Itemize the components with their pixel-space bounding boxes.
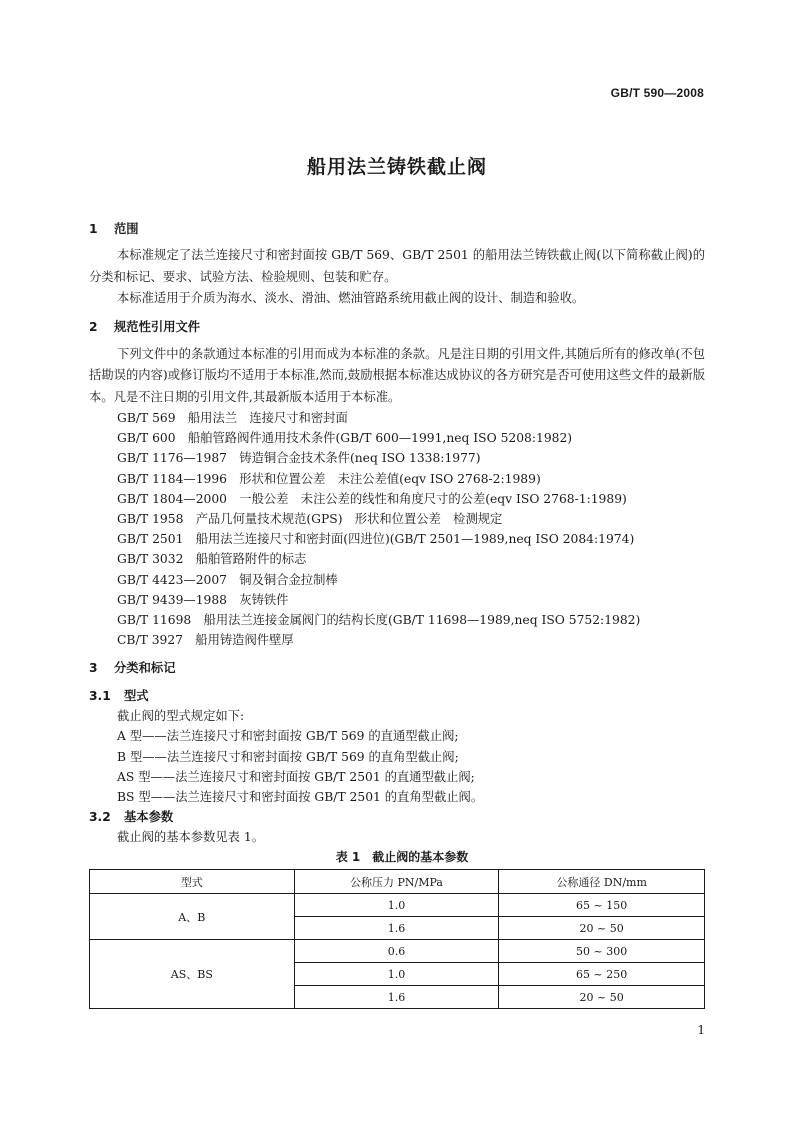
table-title: 表 1 截止阀的基本参数 [335,850,469,865]
subsection-title: 型式 [124,689,149,704]
subsection-3-2-heading [89,807,705,827]
section-title: 分类和标记 [114,661,176,676]
paragraph: 下列文件中的条款通过本标准的引用而成为本标准的条款。凡是注日期的引用文件,其随后所有的修改单(不包括勘误的内容)或修订版均不适用于本标准,然而,鼓励根据本标准达成协议的各方研究是否可使用这些文件的最新版本。凡是不注日期的引用文件,其最新版本适用于本标准。 [89,346,705,404]
section-number: 3 [89,661,98,676]
reference-item: GB/T 9439—1988 灰铸铁件 [117,592,289,607]
basic-parameters-table [89,869,705,1009]
body-line: 截止阀的型式规定如下: [117,709,245,724]
table-row [90,940,705,963]
reference-item: GB/T 4423—2007 铜及铜合金拉制棒 [117,572,338,587]
reference-item: CB/T 3927 船用铸造阀件壁厚 [117,633,294,648]
subsection-number: 3.2 [89,810,111,825]
column-header: 公称压力 PN/MPa [294,870,499,894]
subsection-number: 3.1 [89,689,111,704]
table-header-row [90,870,705,894]
column-header: 公称通径 DN/mm [499,870,705,894]
pressure-cell: 1.6 [294,986,499,1009]
section-number: 2 [89,319,98,334]
diameter-cell: 20 ~ 50 [499,986,705,1009]
section-1-heading [89,219,705,239]
reference-item: GB/T 569 船用法兰 连接尺寸和密封面 [117,411,348,425]
reference-item: GB/T 600 船舶管路阀件通用技术条件(GB/T 600—1991,neq ISO 5208:1982) [117,431,573,446]
table-row [90,894,705,917]
section-title: 规范性引用文件 [114,319,201,334]
diameter-cell: 20 ~ 50 [499,917,705,940]
page-number: 1 [697,1023,705,1037]
reference-item: GB/T 3032 船舶管路附件的标志 [117,552,307,567]
pressure-cell: 1.0 [294,894,499,917]
section-2-heading [89,317,705,337]
pressure-cell: 1.6 [294,917,499,940]
body-line: AS 型——法兰连接尺寸和密封面按 GB/T 2501 的直通型截止阀; [117,769,475,784]
reference-item: GB/T 1804—2000 一般公差 未注公差的线性和角度尺寸的公差(eqv ISO 2768-1:1989) [117,491,627,506]
pressure-cell: 1.0 [294,963,499,986]
reference-list [89,408,705,650]
body-line: BS 型——法兰连接尺寸和密封面按 GB/T 2501 的直角型截止阀。 [117,790,484,804]
reference-item: GB/T 1176—1987 铸造铜合金技术条件(neq ISO 1338:1977) [117,451,481,466]
type-cell: AS、BS [90,940,295,1009]
reference-item: GB/T 1958 产品几何量技术规范(GPS) 形状和位置公差 检测规定 [117,511,503,526]
section-number: 1 [89,222,98,236]
section-title: 范围 [114,222,139,236]
body-line: 截止阀的基本参数见表 1。 [117,830,264,845]
body-line: A 型——法兰连接尺寸和密封面按 GB/T 569 的直通型截止阀; [117,729,459,744]
pressure-cell: 0.6 [294,940,499,963]
diameter-cell: 50 ~ 300 [499,940,705,963]
paragraph: 本标准规定了法兰连接尺寸和密封面按 GB/T 569、GB/T 2501 的船用法兰铸铁截止阀(以下简称截止阀)的分类和标记、要求、试验方法、检验规则、包装和贮存。 [89,248,705,284]
paragraph: 本标准适用于介质为海水、淡水、滑油、燃油管路系统用截止阀的设计、制造和验收。 [117,291,585,305]
document-body [89,219,705,1009]
reference-item: GB/T 1184—1996 形状和位置公差 未注公差值(eqv ISO 2768-2:1989) [117,471,541,486]
document-title: 船用法兰铸铁截止阀 [306,156,487,178]
diameter-cell: 65 ~ 250 [499,963,705,986]
type-cell: A、B [90,894,295,940]
body-line: B 型——法兰连接尺寸和密封面按 GB/T 569 的直角型截止阀; [117,749,459,764]
section-3-heading [89,658,705,678]
subsection-3-1-heading [89,686,705,706]
reference-item: GB/T 2501 船用法兰连接尺寸和密封面(四进位)(GB/T 2501—1989,neq ISO 2084:1974) [117,532,635,547]
reference-item: GB/T 11698 船用法兰连接金属阀门的结构长度(GB/T 11698—1989,neq ISO 5752:1982) [117,612,641,627]
standard-code: GB/T 590—2008 [610,86,704,100]
column-header: 型式 [90,870,295,894]
subsection-title: 基本参数 [124,810,174,825]
diameter-cell: 65 ~ 150 [499,894,705,917]
